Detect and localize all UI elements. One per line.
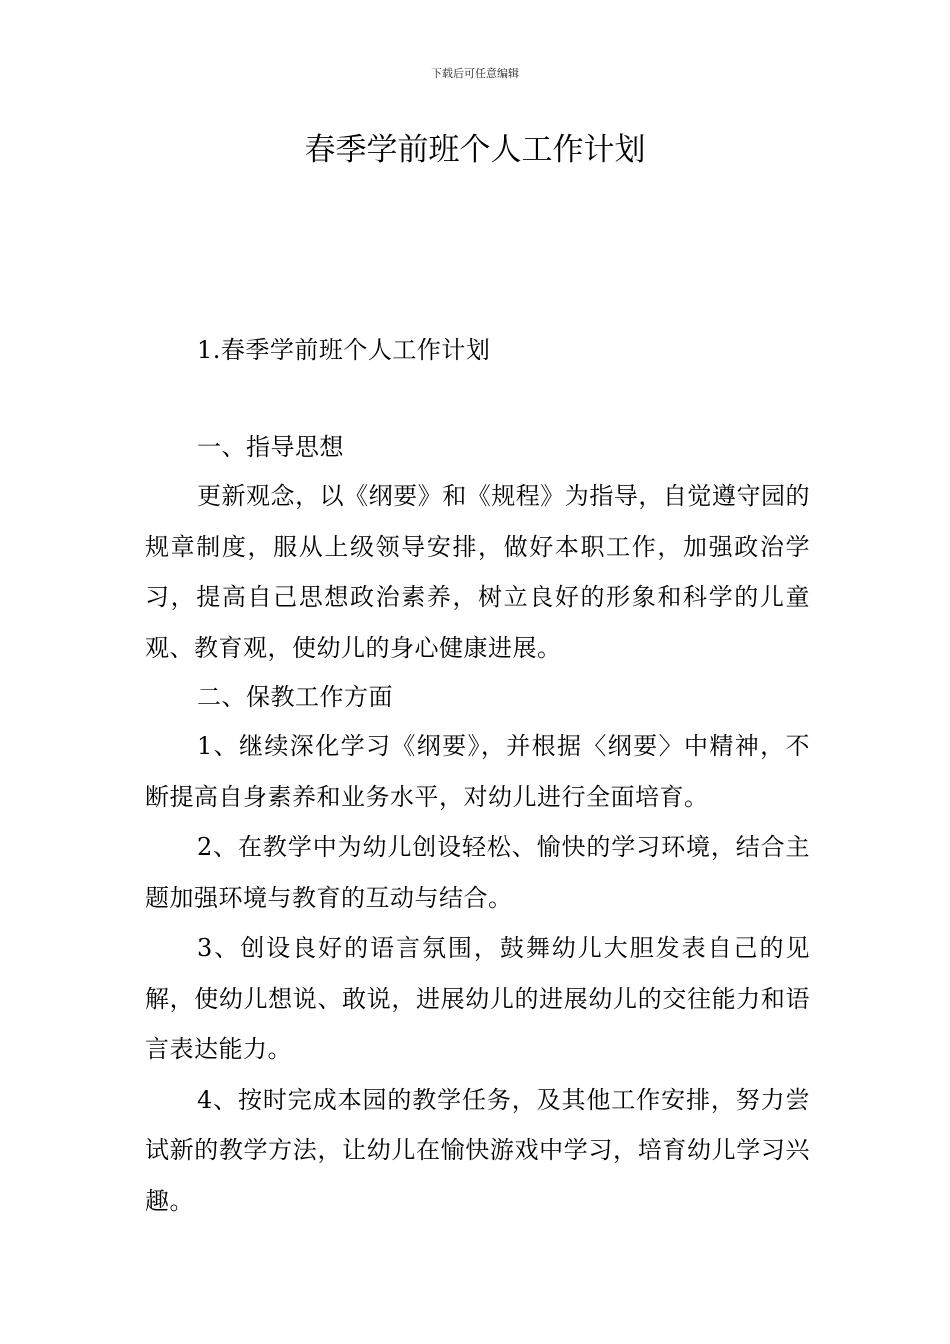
subtitle-block [145, 326, 810, 374]
section2-item-3: 3、创设良好的语言氛围，鼓舞幼儿大胆发表自己的见解，使幼儿想说、敢说，进展幼儿的进展幼儿的交往能力和语言表达能力。 [145, 934, 810, 1063]
document-title: 春季学前班个人工作计划 [304, 132, 646, 168]
header-note: 下载后可任意编辑 [431, 67, 519, 80]
section2-item-2: 2、在教学中为幼儿创设轻松、愉快的学习环境，结合主题加强环境与教育的互动与结合。 [145, 833, 810, 912]
section2-item-4: 4、按时完成本园的教学任务，及其他工作安排，努力尝试新的教学方法，让幼儿在愉快游戏中学习，培育幼儿学习兴趣。 [145, 1085, 810, 1215]
document-subtitle: 1.春季学前班个人工作计划 [197, 336, 491, 364]
section1-heading: 一、指导思想 [197, 433, 344, 461]
section2-item-1: 1、继续深化学习《纲要》，并根据〈纲要〉中精神，不断提高自身素养和业务水平，对幼儿进行全面培育。 [145, 732, 810, 811]
section2-heading: 二、保教工作方面 [197, 683, 393, 711]
section-guiding-ideas [145, 423, 810, 1226]
section1-paragraph: 更新观念，以《纲要》和《规程》为指导，自觉遵守园的规章制度，服从上级领导安排，做好本职工作，加强政治学习，提高自己思想政治素养，树立良好的形象和科学的儿童观、教育观，使幼儿的身心健康进展。 [145, 482, 810, 662]
